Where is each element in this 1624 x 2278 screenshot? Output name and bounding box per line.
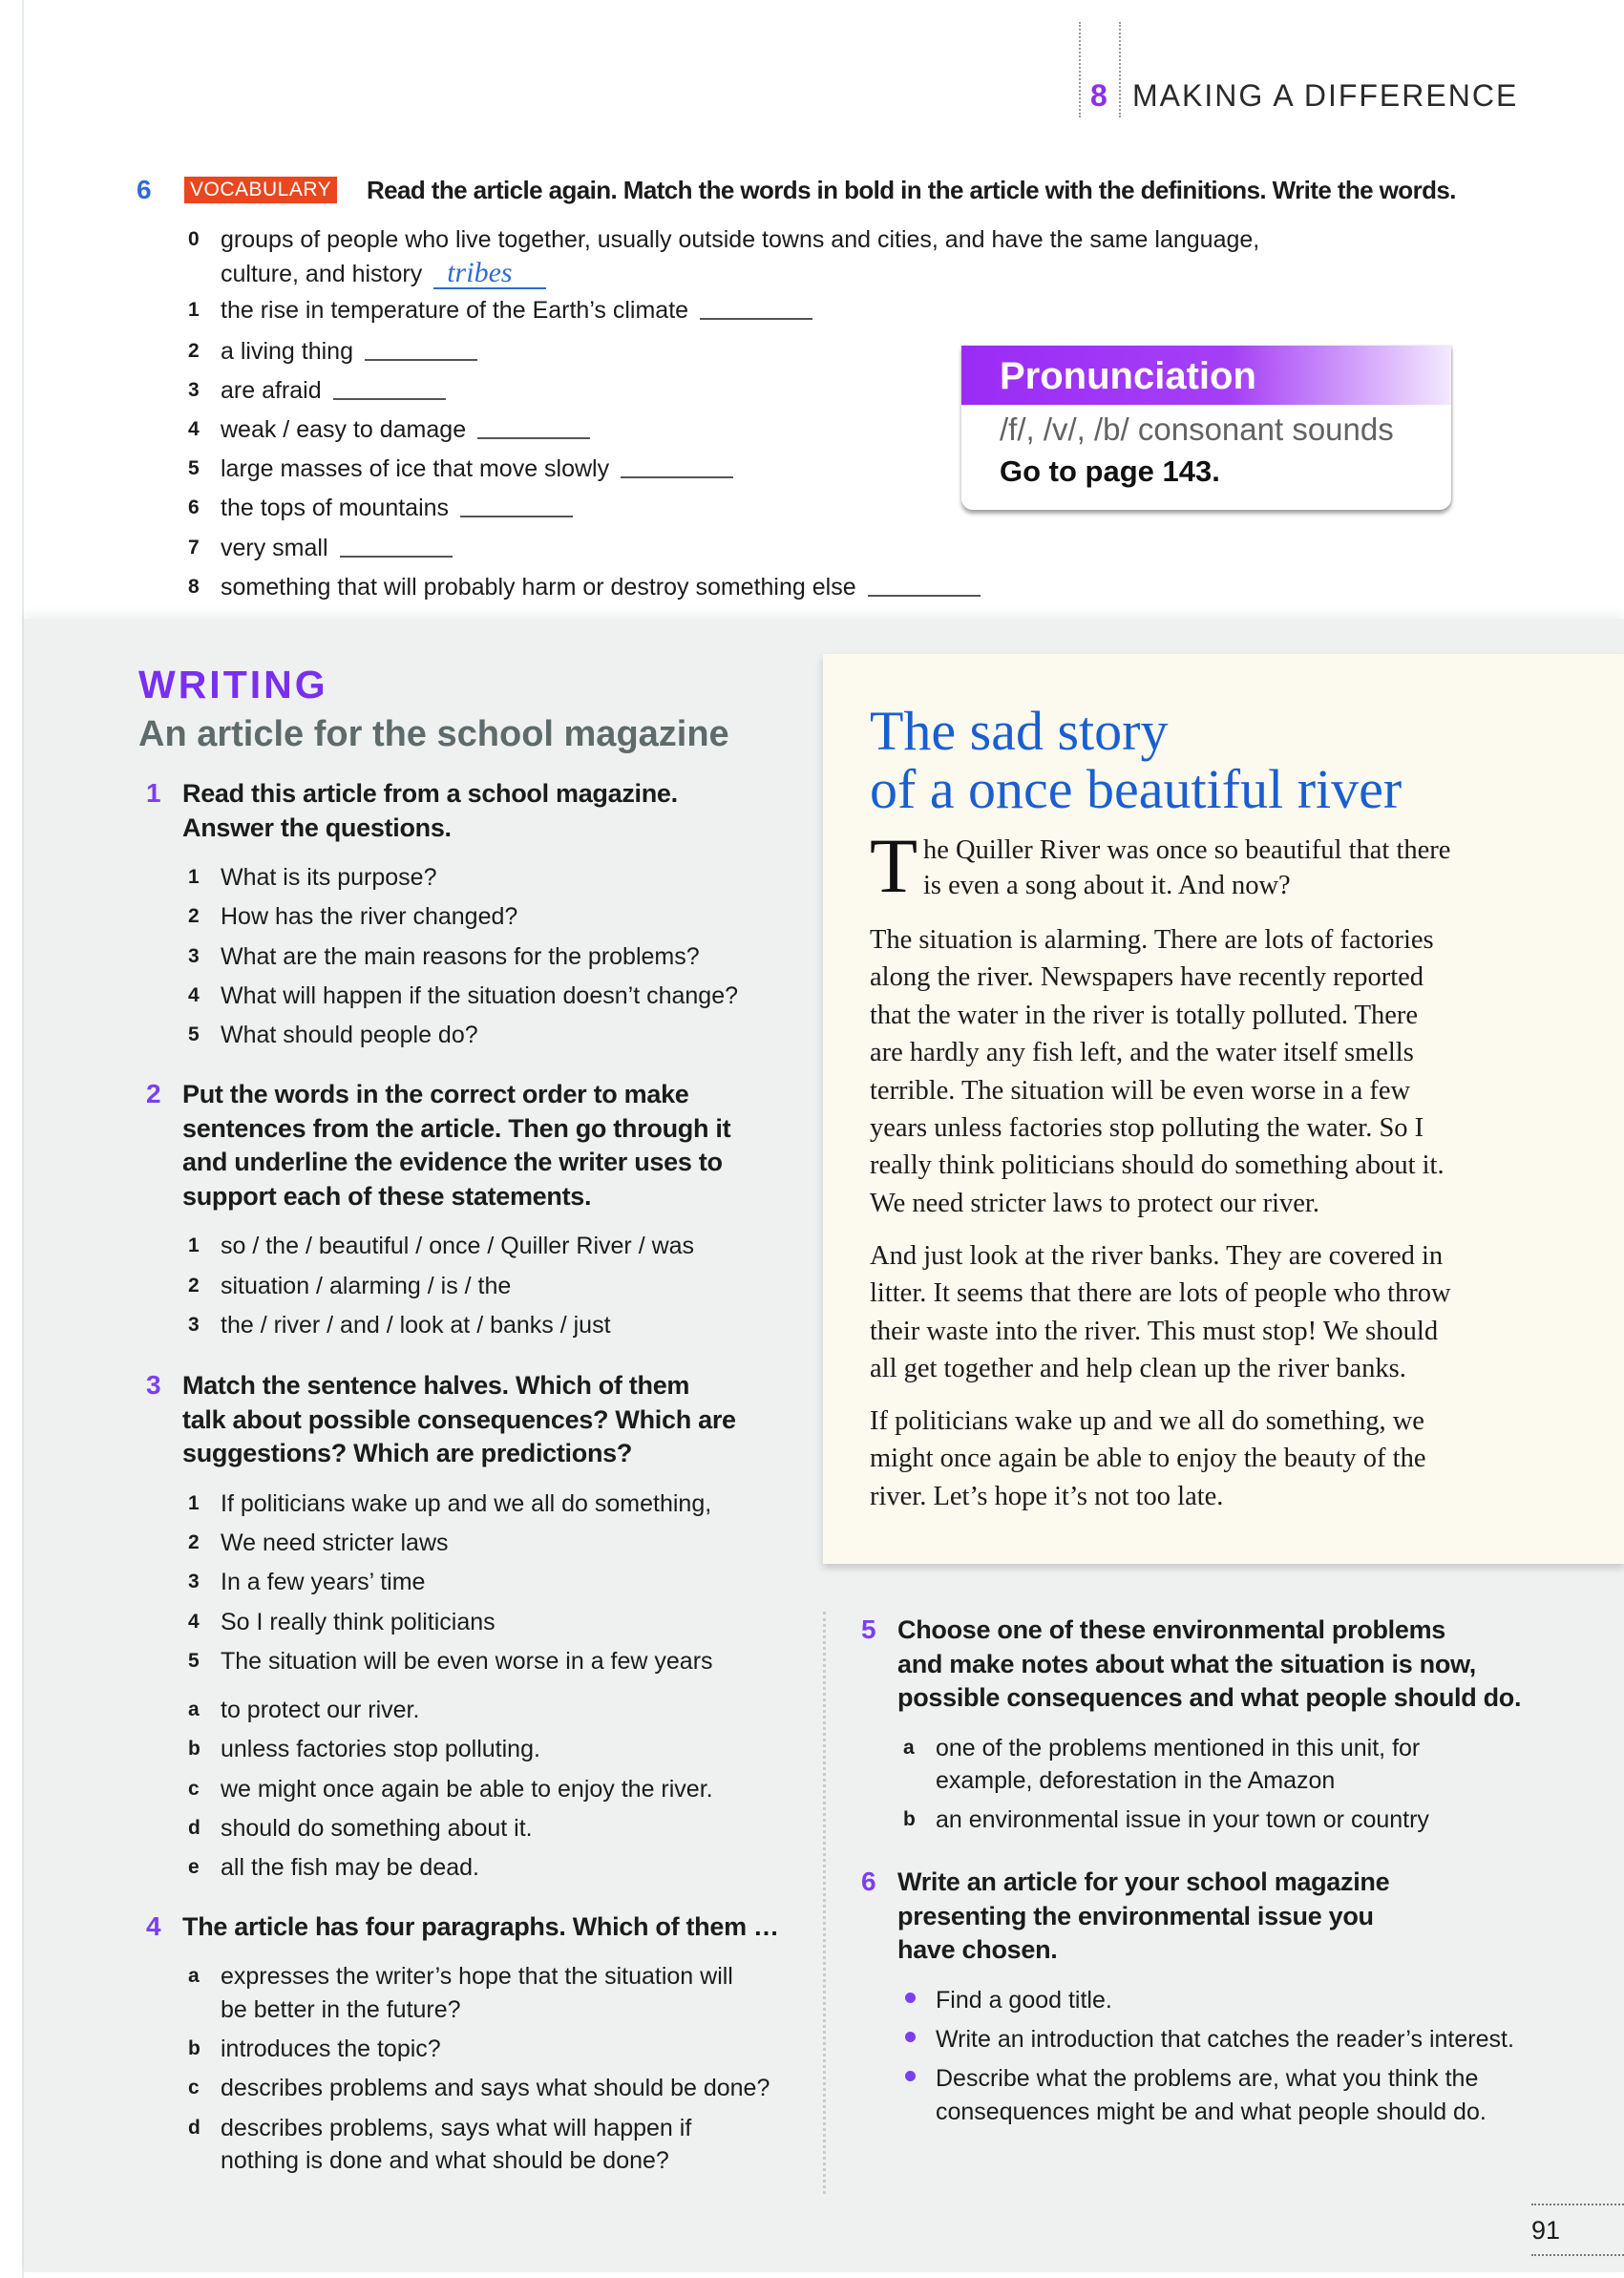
exercise-instruction: Match the sentence halves. Which of them (182, 1371, 690, 1400)
answer-blank[interactable] (868, 585, 981, 597)
definition-text: a living thing (221, 338, 353, 365)
exercise-number: 2 (146, 1079, 161, 1108)
exercise-item-text: one of the problems mentioned in this unit, for (936, 1734, 1421, 1761)
exercise-item-label: c (188, 1777, 200, 1800)
exercise-instruction: possible consequences and what people should do. (897, 1683, 1522, 1713)
article-paragraph-line: litter. It seems that there are lots of people who throw (870, 1278, 1451, 1309)
vocabulary-item-text (221, 222, 1259, 257)
exercise-item-label: 5 (188, 1023, 200, 1046)
exercise-item-text: In a few years’ time (221, 1569, 426, 1596)
exercise-instruction: and underline the evidence the writer uses to (182, 1148, 723, 1177)
vocabulary-item-text (221, 491, 573, 525)
article-paragraph-line: along the river. Newspapers have recently reported (870, 962, 1424, 993)
exercise-item-text: expresses the writer’s hope that the situation will (221, 1963, 733, 1991)
exercise-instruction: Read this article from a school magazine. (182, 779, 678, 808)
exercise-instruction: Choose one of these environmental problems (897, 1615, 1446, 1644)
exercise-item-label: 5 (188, 1649, 200, 1672)
article-paragraph-line: are hardly any fish left, and the water itself smells (870, 1038, 1414, 1068)
unit-title: MAKING A DIFFERENCE (1132, 78, 1519, 113)
vocabulary-item-number: 3 (188, 379, 200, 401)
exercise-item-label: 3 (188, 944, 200, 967)
vocabulary-item-text (221, 293, 812, 327)
page-number: 91 (1531, 2216, 1561, 2245)
answer-blank[interactable] (460, 506, 573, 517)
article-intro-line: is even a song about it. And now? (923, 871, 1291, 900)
definition-text: very small (221, 535, 328, 561)
answer-blank[interactable] (477, 428, 590, 439)
vocabulary-exercise-number: 6 (137, 175, 152, 204)
exercise-item-text: How has the river changed? (221, 903, 518, 931)
definition-text: weak / easy to damage (221, 416, 467, 443)
exercise-item-text: all the fish may be dead. (221, 1854, 479, 1882)
vocabulary-item-number: 2 (188, 340, 200, 362)
exercise-number: 1 (146, 778, 161, 808)
vocabulary-item-number: 7 (188, 537, 200, 559)
pronunciation-sounds: /f/, /v/, /b/ consonant sounds (1000, 411, 1394, 447)
pronunciation-page-link[interactable]: Go to page 143. (1000, 454, 1220, 488)
definition-text: are afraid (221, 377, 322, 404)
exercise-item-text: describes problems, says what will happen if (221, 2114, 692, 2141)
exercise-item-text: the / river / and / look at / banks / just (221, 1311, 611, 1339)
article-paragraph-line: The situation is alarming. There are lots of factories (870, 925, 1434, 955)
exercise-item-label: b (903, 1808, 916, 1831)
pronunciation-title: Pronunciation (1000, 355, 1256, 397)
unit-number: 8 (1090, 78, 1107, 113)
exercise-item-label: e (188, 1856, 200, 1879)
definition-text: large masses of ice that move slowly (221, 455, 610, 482)
exercise-number: 6 (861, 1867, 876, 1896)
vocabulary-item-number: 0 (188, 228, 200, 250)
writing-subtitle: An article for the school magazine (138, 714, 729, 754)
exercise-instruction: Put the words in the correct order to make (182, 1080, 689, 1108)
definition-text: culture, and history (221, 261, 423, 287)
exercise-item-text: consequences might be and what people should do. (936, 2098, 1487, 2125)
exercise-item-label: 4 (188, 983, 200, 1006)
exercise-item-text: The situation will be even worse in a few years (221, 1647, 713, 1675)
exercise-item-label: 2 (188, 905, 200, 928)
header-divider (1079, 22, 1081, 117)
answer-field[interactable]: tribes (433, 259, 546, 289)
article-paragraph-line: terrible. The situation will be even worse in a few (870, 1075, 1411, 1106)
exercise-item-label: b (188, 2037, 200, 2059)
exercise-item-label: 1 (188, 865, 200, 888)
article-paragraph-line: that the water in the river is totally polluted. There (870, 1000, 1419, 1030)
exercise-number: 5 (861, 1614, 876, 1644)
article-paragraph-line: might once again be able to enjoy the beauty of the (870, 1444, 1426, 1474)
exercise-item-label: 3 (188, 1313, 200, 1336)
pronunciation-box (961, 346, 1451, 510)
exercise-item-text: describes problems and says what should be done? (221, 2075, 770, 2102)
vocabulary-instruction: Read the article again. Match the words in bold in the article with the definitions. Write the words. (367, 176, 1456, 204)
header-divider (1119, 22, 1121, 117)
exercise-instruction: Answer the questions. (182, 812, 452, 842)
vocabulary-item-text (221, 452, 733, 486)
exercise-item-text: be better in the future? (221, 1995, 461, 2023)
exercise-item-label: 1 (188, 1234, 200, 1257)
vocabulary-item-text (221, 570, 981, 604)
exercise-item-text: So I really think politicians (221, 1608, 496, 1635)
answer-blank[interactable] (621, 467, 733, 478)
vocabulary-item-number: 6 (188, 496, 200, 518)
bullet-icon (905, 2032, 916, 2042)
exercise-item-text: What should people do? (221, 1022, 478, 1049)
answer-blank[interactable] (340, 546, 453, 558)
definition-text: groups of people who live together, usually outside towns and cities, and have the same language, (221, 226, 1260, 253)
exercise-item-text: We need stricter laws (221, 1529, 449, 1556)
definition-text: the rise in temperature of the Earth’s climate (221, 297, 689, 324)
exercise-item-text: so / the / beautiful / once / Quiller River / was (221, 1233, 695, 1260)
vocabulary-item-text (221, 257, 546, 291)
exercise-instruction: have chosen. (897, 1935, 1058, 1965)
vocabulary-item-text (221, 412, 590, 447)
exercise-item-label: d (188, 2116, 200, 2139)
article-paragraph-line: years unless factories stop polluting the water. So I (870, 1113, 1424, 1143)
article-paragraph-line: their waste into the river. This must stop! We should (870, 1316, 1439, 1346)
exercise-item-text: What are the main reasons for the problems? (221, 942, 700, 970)
article-paragraph-line: And just look at the river banks. They are covered in (870, 1241, 1444, 1271)
article-paragraph-line: all get together and help clean up the river banks. (870, 1354, 1406, 1384)
exercise-item-text: What is its purpose? (221, 863, 437, 891)
exercise-item-text: an environmental issue in your town or country (936, 1806, 1429, 1834)
exercise-item-text: nothing is done and what should be done? (221, 2147, 669, 2175)
exercise-item-label: a (188, 1965, 200, 1988)
exercise-item-text: What will happen if the situation doesn’t change? (221, 981, 739, 1009)
answer-blank[interactable] (333, 389, 446, 400)
definition-text: the tops of mountains (221, 495, 450, 521)
article-title-line: of a once beautiful river (870, 758, 1403, 820)
article-drop-cap: T (870, 822, 918, 909)
exercise-item-text: to protect our river. (221, 1697, 420, 1724)
exercise-number: 3 (146, 1370, 161, 1400)
article-paragraph-line: We need stricter laws to protect our river. (870, 1188, 1319, 1218)
answer-blank[interactable] (700, 308, 812, 320)
vocabulary-item-text (221, 531, 453, 565)
exercise-item-label: 1 (188, 1491, 200, 1514)
vocabulary-item-number: 5 (188, 457, 200, 479)
exercise-instruction: The article has four paragraphs. Which of them … (182, 1912, 779, 1941)
exercise-instruction: talk about possible consequences? Which are (182, 1404, 736, 1434)
article-paragraph-line: If politicians wake up and we all do something, we (870, 1406, 1424, 1436)
exercise-instruction: support each of these statements. (182, 1182, 592, 1212)
exercise-item-text: Find a good title. (936, 1986, 1112, 2014)
exercise-item-label: 2 (188, 1530, 200, 1553)
article-intro-line: he Quiller River was once so beautiful that there (923, 835, 1451, 865)
exercise-instruction: suggestions? Which are predictions? (182, 1439, 633, 1468)
exercise-item-label: d (188, 1817, 200, 1839)
exercise-item-label: 3 (188, 1571, 200, 1593)
article-paragraph-line: river. Let’s hope it’s not too late. (870, 1481, 1224, 1511)
exercise-item-label: b (188, 1738, 200, 1761)
vocabulary-item-number: 1 (188, 299, 200, 321)
writing-title: WRITING (138, 663, 328, 707)
exercise-item-text: example, deforestation in the Amazon (936, 1767, 1336, 1795)
exercise-item-text: Write an introduction that catches the reader’s interest. (936, 2025, 1514, 2053)
exercise-instruction: sentences from the article. Then go through it (182, 1113, 731, 1143)
page-number-rule (1531, 2254, 1624, 2256)
exercise-item-text: we might once again be able to enjoy the river. (221, 1775, 713, 1803)
exercise-item-text: If politicians wake up and we all do something, (221, 1489, 712, 1517)
vocabulary-badge: VOCABULARY (184, 177, 337, 203)
article-paragraph-line: really think politicians should do something about it. (870, 1150, 1445, 1181)
exercise-instruction: presenting the environmental issue you (897, 1901, 1374, 1930)
exercise-item-label: a (188, 1698, 200, 1721)
vocabulary-item-text (221, 334, 477, 369)
answer-blank[interactable] (365, 349, 477, 361)
exercise-item-label: a (903, 1736, 915, 1759)
exercise-item-text: Describe what the problems are, what you think the (936, 2065, 1479, 2093)
exercise-item-text: unless factories stop polluting. (221, 1736, 540, 1763)
exercise-number: 4 (146, 1911, 161, 1941)
exercise-item-label: c (188, 2077, 200, 2099)
article-title-line: The sad story (870, 700, 1169, 762)
exercise-item-label: 2 (188, 1274, 200, 1297)
exercise-instruction: Write an article for your school magazine (897, 1867, 1390, 1896)
page-number-rule (1531, 2204, 1624, 2205)
exercise-item-text: situation / alarming / is / the (221, 1272, 512, 1299)
vocabulary-item-text (221, 373, 446, 408)
column-divider (823, 1612, 826, 2194)
bullet-icon (905, 1993, 916, 2003)
exercise-item-text: should do something about it. (221, 1815, 533, 1842)
vocabulary-item-number: 8 (188, 576, 200, 598)
definition-text: something that will probably harm or destroy something else (221, 574, 856, 601)
exercise-item-label: 4 (188, 1610, 200, 1633)
vocabulary-item-number: 4 (188, 418, 200, 440)
exercise-instruction: and make notes about what the situation is now, (897, 1649, 1476, 1678)
exercise-item-text: introduces the topic? (221, 2035, 441, 2062)
